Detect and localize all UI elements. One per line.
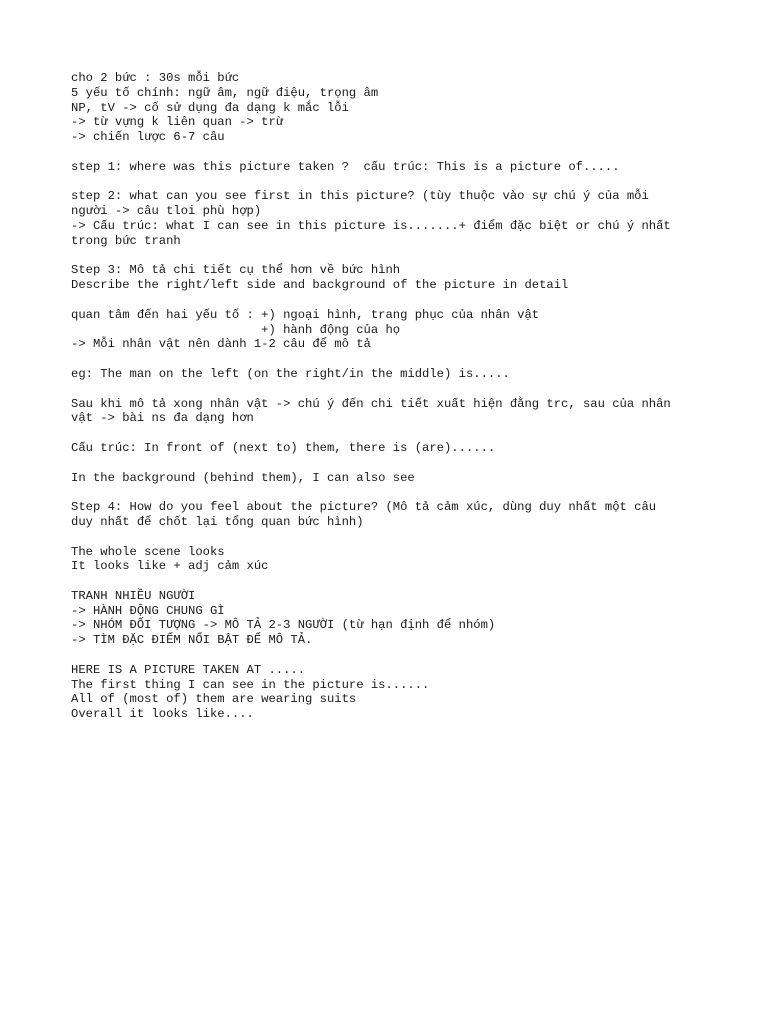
text-line: Cấu trúc: In front of (next to) them, there is (are)......: [71, 440, 496, 455]
sample-answer: [71, 663, 731, 722]
text-line: cho 2 bức : 30s mỗi bức: [71, 71, 240, 85]
text-line: -> TÌM ĐẶC ĐIỂM NỔI BẬT ĐỂ MÔ TẢ.: [71, 633, 313, 648]
intro-notes: [71, 71, 731, 145]
text-line: It looks like + adj cảm xúc: [71, 559, 269, 574]
step-4: [71, 500, 731, 530]
step-1: [71, 160, 731, 175]
text-line: step 2: what can you see first in this picture? (tùy thuộc vào sự chú ý của mỗi: [71, 189, 649, 204]
text-line: Overall it looks like....: [71, 707, 254, 722]
text-line: HERE IS A PICTURE TAKEN AT .....: [71, 662, 306, 677]
text-line: step 1: where was this picture taken ? cấu trúc: This is a picture of.....: [71, 159, 620, 174]
text-line: Step 4: How do you feel about the picture? (Mô tả cảm xúc, dùng duy nhất một câu: [71, 500, 657, 515]
text-line: Sau khi mô tả xong nhân vật -> chú ý đến chi tiết xuất hiện đằng trc, sau của nhân: [71, 396, 671, 411]
text-line: -> Mỗi nhân vật nên dành 1-2 câu để mô tả: [71, 337, 371, 352]
step-2: [71, 189, 731, 248]
text-line: duy nhất để chốt lại tổng quan bức hình): [71, 514, 364, 529]
text-line: -> Cấu trúc: what I can see in this picture is.......+ điểm đặc biệt or chú ý nhất: [71, 218, 671, 233]
text-line: -> từ vựng k liên quan -> trừ: [71, 115, 284, 130]
text-line: -> chiến lược 6-7 câu: [71, 130, 225, 145]
text-line: quan tâm đến hai yếu tố : +) ngoại hình, trang phục của nhân vật: [71, 307, 540, 322]
two-factors: [71, 308, 731, 352]
text-line: +) hành động của họ: [71, 322, 401, 337]
text-line: eg: The man on the left (on the right/in the middle) is.....: [71, 366, 510, 381]
step-3: [71, 263, 731, 293]
text-line: vật -> bài ns đa dạng hơn: [71, 411, 254, 426]
example-line: [71, 367, 731, 382]
text-line: In the background (behind them), I can also see: [71, 470, 415, 485]
text-line: The first thing I can see in the picture is......: [71, 677, 430, 692]
many-people-section: [71, 589, 731, 648]
text-line: người -> câu tloi phù hợp): [71, 204, 262, 219]
text-line: -> NHÓM ĐỐI TƯỢNG -> MÔ TẢ 2-3 NGƯỜI (từ hạn định để nhóm): [71, 618, 496, 633]
text-line: TRANH NHIỀU NGƯỜI: [71, 588, 196, 603]
text-line: The whole scene looks: [71, 544, 225, 559]
text-line: Step 3: Mô tả chi tiết cụ thể hơn về bức hình: [71, 263, 401, 278]
text-line: trong bức tranh: [71, 233, 181, 248]
text-line: 5 yếu tố chính: ngữ âm, ngữ điệu, trọng âm: [71, 85, 379, 100]
feeling-phrases: [71, 545, 731, 575]
text-line: Describe the right/left side and background of the picture in detail: [71, 278, 569, 293]
text-line: NP, tV -> cố sử dụng đa dạng k mắc lỗi: [71, 100, 349, 115]
text-line: All of (most of) them are wearing suits: [71, 692, 357, 707]
document-page: [71, 71, 731, 737]
text-line: -> HÀNH ĐỘNG CHUNG GÌ: [71, 603, 225, 618]
structure-front: [71, 441, 731, 456]
after-characters: [71, 397, 731, 427]
structure-background: [71, 471, 731, 486]
